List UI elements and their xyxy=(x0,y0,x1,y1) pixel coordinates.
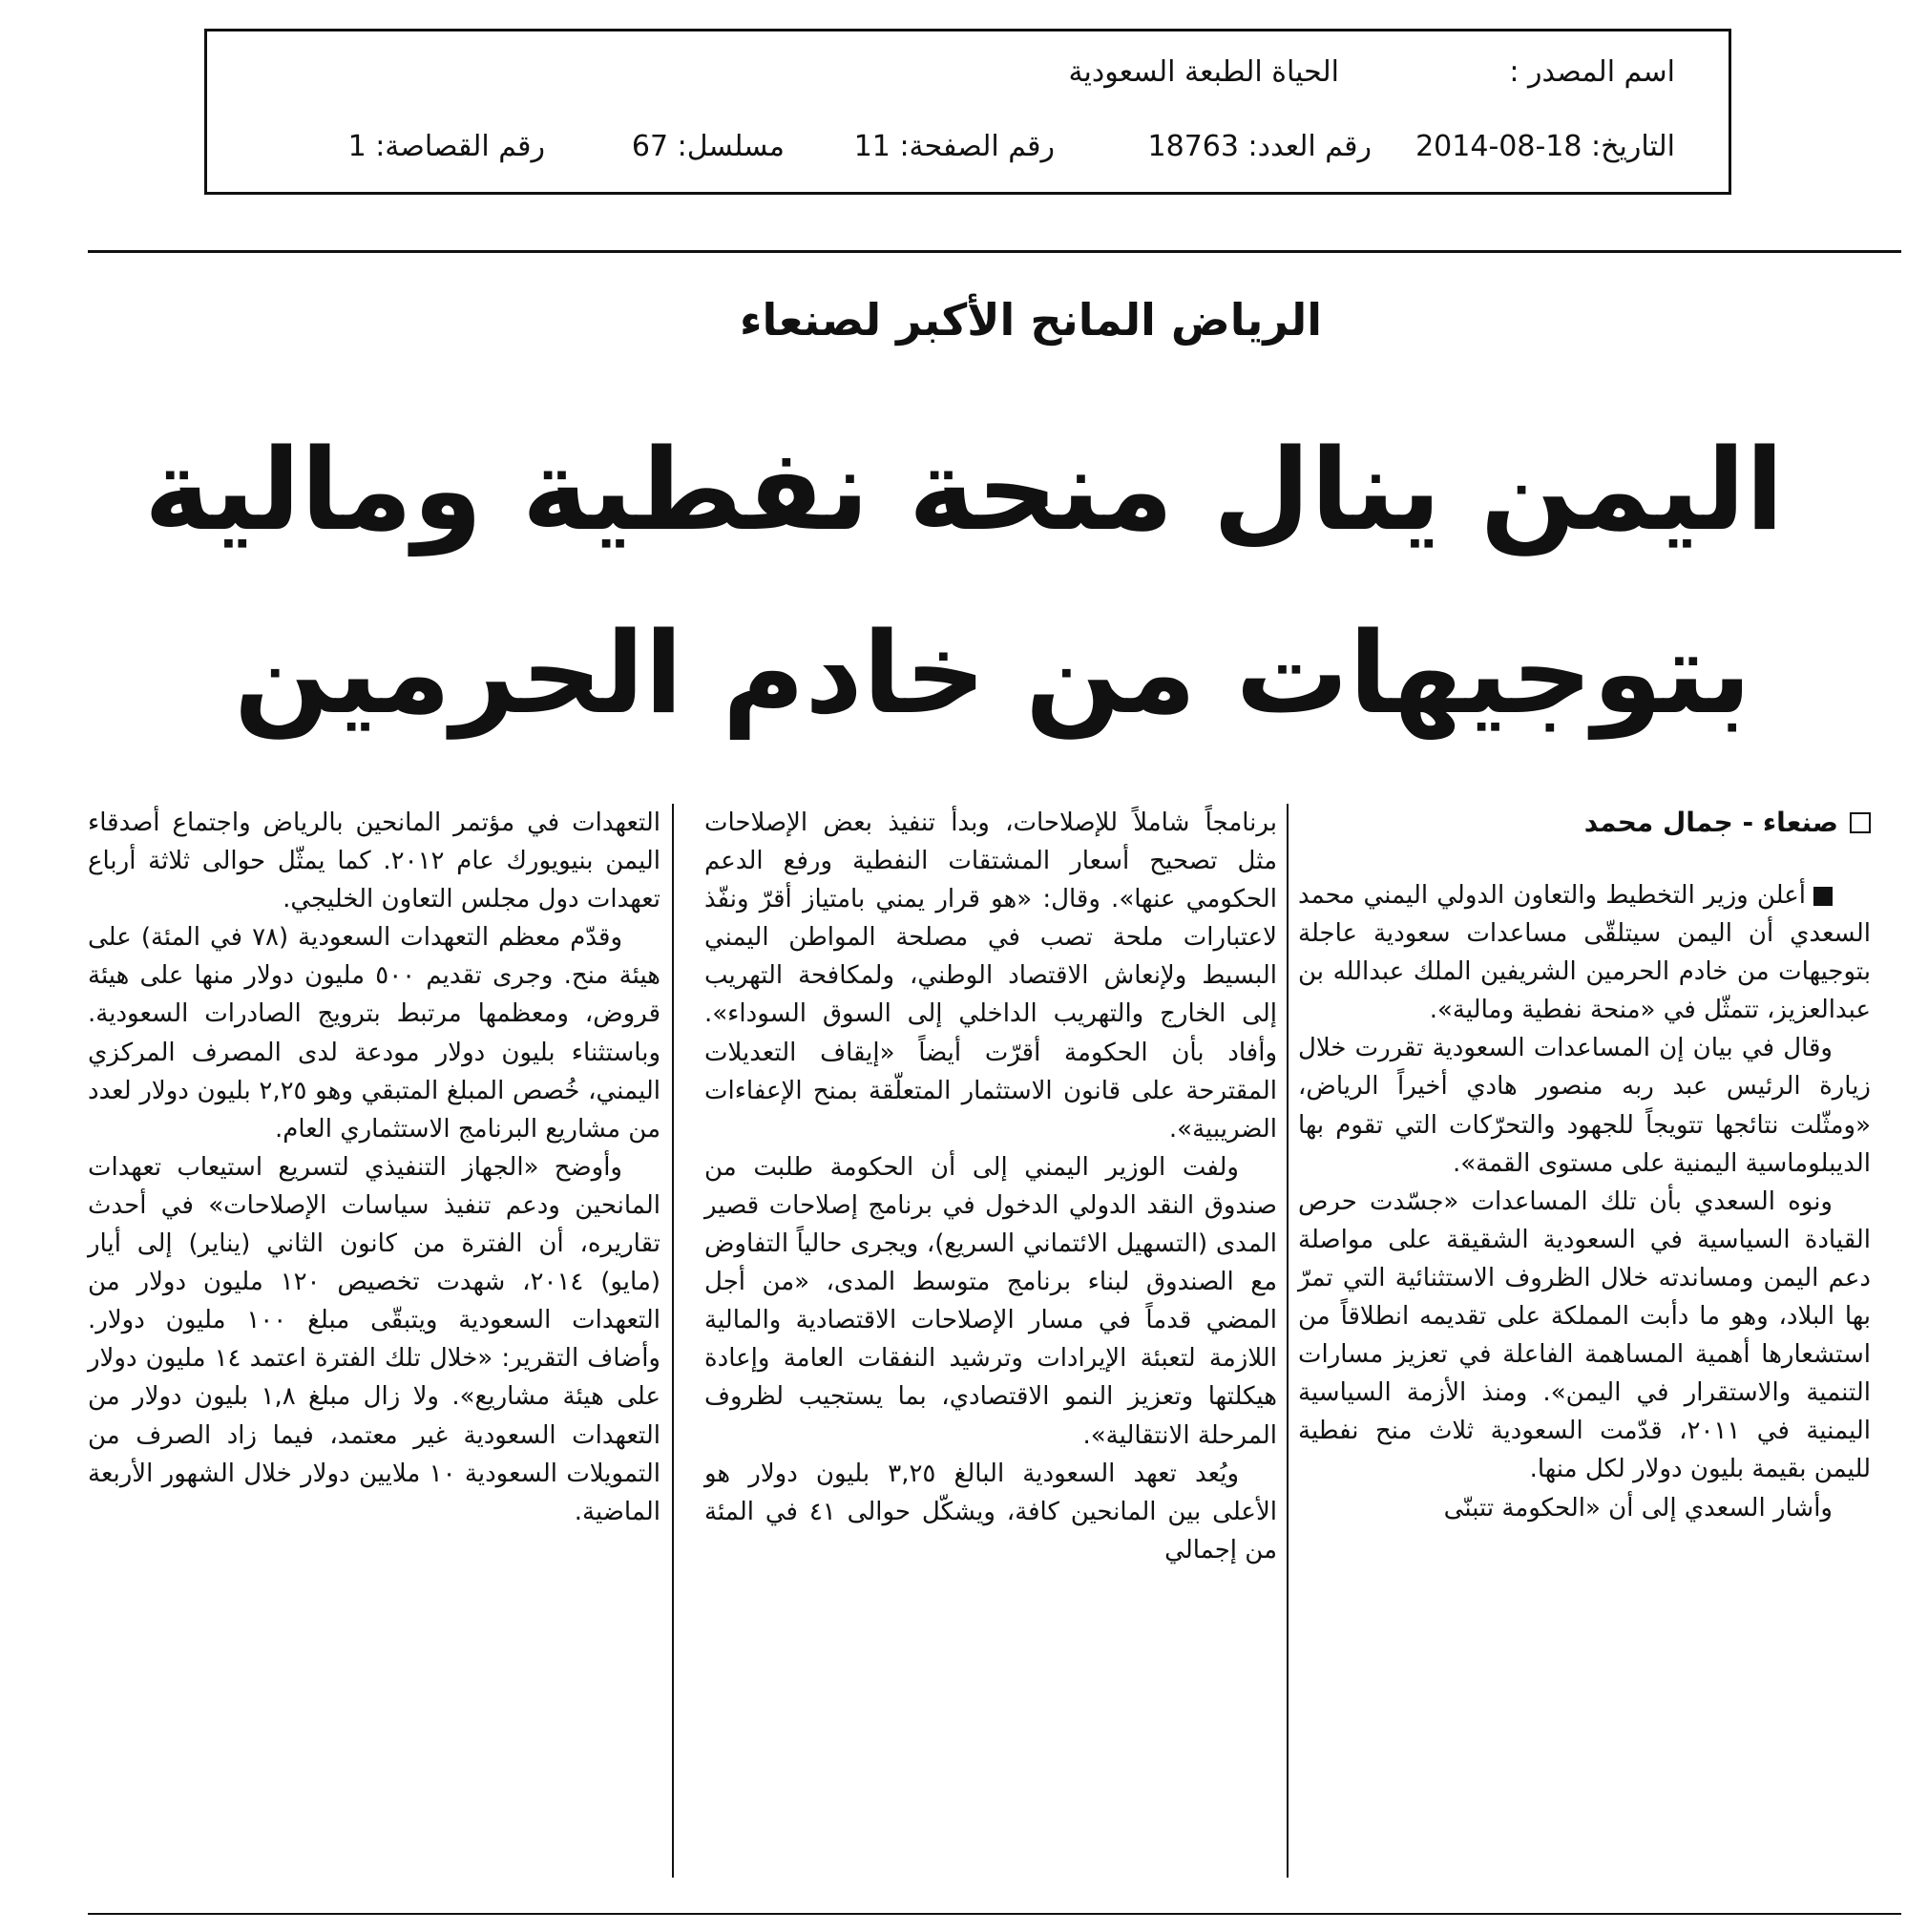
issue-number: رقم العدد: 18763 xyxy=(1147,130,1372,163)
paragraph xyxy=(1298,876,1871,1029)
headline-line-2: بتوجيهات من خادم الحرمين xyxy=(234,607,1751,739)
source-name: الحياة الطبعة السعودية xyxy=(1068,55,1339,89)
paragraph-text: أعلن وزير التخطيط والتعاون الدولي اليمني محمد السعدي أن اليمن سيتلقّى مساعدات سعودية عاجلة بتوجيهات من خادم الحرمين الشريفين الملك عبدالله بن عبدالعزيز، تتمثّل في «منحة نفطية ومالية». xyxy=(1298,881,1871,1025)
clipping-number: رقم القصاصة: 1 xyxy=(347,130,545,163)
paragraph: التعهدات في مؤتمر المانحين بالرياض واجتماع أصدقاء اليمن بنيويورك عام ٢٠١٢. كما يمثّل حوالى ثلاثة أرباع تعهدات دول مجلس التعاون الخليجي. xyxy=(88,808,661,914)
clipping-details-row xyxy=(245,123,1675,171)
serial-number: مسلسل: 67 xyxy=(631,130,785,163)
source-label: اسم المصدر : xyxy=(1509,55,1675,89)
paragraph: وأشار السعدي إلى أن «الحكومة تتبنّى xyxy=(1443,1493,1833,1522)
article-column-left xyxy=(88,804,660,1531)
source-info-box xyxy=(204,29,1731,195)
paragraph: ولفت الوزير اليمني إلى أن الحكومة طلبت من صندوق النقد الدولي الدخول في برنامج إصلاحات قصير المدى (التسهيل الائتماني السريع)، ويجرى حالياً التفاوض مع الصندوق لبناء برنامج متوسط المدى، «من أجل المضي قدماً في مسار الإصلاحات الاقتصادية والمالية اللازمة لتعبئة الإيرادات وترشيد النفقات العامة وإعادة هيكلتها وتعزيز النمو الاقتصادي، بما يستجيب لظروف المرحلة الانتقالية». xyxy=(704,1152,1277,1450)
square-box-icon xyxy=(1850,812,1871,833)
paragraph: برنامجاً شاملاً للإصلاحات، وبدأ تنفيذ بعض الإصلاحات مثل تصحيح أسعار المشتقات النفطية ورفع الدعم الحكومي عنها». وقال: «هو قرار يمني بامتياز أقرّ ونفّذ لاعتبارات ملحة تصب في مصلحة المواطن اليمني البسيط ولإنعاش الاقتصاد الوطني، ولمكافحة التهريب إلى الخارج والتهريب الداخلي إلى السوق السوداء». وأفاد بأن الحكومة أقرّت أيضاً «إيقاف التعديلات المقترحة على قانون الاستثمار المتعلّقة بمنح الإعفاءات الضريبية». xyxy=(704,808,1277,1144)
paragraph: وقال في بيان إن المساعدات السعودية تقررت خلال زيارة الرئيس عبد ربه منصور هادي أخيراً الرياض، «ومثّلت نتائجها تتويجاً للجهود والتحرّكات التي تقوم بها الديبلوماسية اليمنية على مستوى القمة». xyxy=(1298,1034,1871,1178)
paragraph: ونوه السعدي بأن تلك المساعدات «جسّدت حرص القيادة السياسية في السعودية الشقيقة على مواصلة دعم اليمن ومساندته خلال الظروف الاستثنائية التي تمرّ بها البلاد، وهو ما دأبت المملكة على تقديمه انطلاقاً من استشعارها أهمية المساهمة الفاعلة في تعزيز مسارات التنمية والاستقرار في اليمن». ومنذ الأزمة السياسية اليمنية في ٢٠١١، قدّمت السعودية ثلاث منح نفطية لليمن بقيمة بليون دولار لكل منها. xyxy=(1298,1186,1871,1484)
column-divider xyxy=(672,804,674,1878)
top-divider xyxy=(88,250,1901,253)
paragraph: وأوضح «الجهاز التنفيذي لتسريع استيعاب تعهدات المانحين ودعم تنفيذ سياسات الإصلاحات» في أحدث تقاريره، أن الفترة من كانون الثاني (يناير) إلى أيار (مايو) ٢٠١٤، شهدت تخصيص ١٢٠ مليون دولار من التعهدات السعودية ويتبقّى مبلغ ١٠٠ مليون دولار. وأضاف التقرير: «خلال تلك الفترة اعتمد ١٤ مليون دولار على هيئة مشاريع». ولا زال مبلغ ١,٨ بليون دولار من التعهدات السعودية غير معتمد، فيما زاد الصرف من التمويلات السعودية ١٠ ملايين دولار خلال الشهور الأربعة الماضية. xyxy=(88,1152,661,1526)
article-kicker: الرياض المانح الأكبر لصنعاء xyxy=(740,294,1322,346)
byline-text: صنعاء - جمال محمد xyxy=(1583,807,1838,838)
headline-line-1: اليمن ينال منحة نفطية ومالية xyxy=(143,424,1785,556)
byline xyxy=(1298,804,1871,842)
black-square-bullet-icon xyxy=(1813,887,1833,906)
date-field: التاريخ: 18-08-2014 xyxy=(1415,130,1675,163)
source-row xyxy=(245,49,1675,96)
article-column-middle xyxy=(704,804,1277,1569)
column-divider xyxy=(1287,804,1289,1878)
paragraph: ويُعد تعهد السعودية البالغ ٣,٢٥ بليون دولار هو الأعلى بين المانحين كافة، ويشكّل حوالى ٤١ في المئة من إجمالي xyxy=(704,1459,1277,1564)
article-column-right xyxy=(1298,804,1871,1527)
page-number: رقم الصفحة: 11 xyxy=(853,130,1055,163)
bottom-divider xyxy=(88,1913,1901,1915)
paragraph: وقدّم معظم التعهدات السعودية (٧٨ في المئة) على هيئة منح. وجرى تقديم ٥٠٠ مليون دولار منها على هيئة قروض، ومعظمها مرتبط بترويج الصادرات السعودية. وباستثناء بليون دولار مودعة لدى المصرف المركزي اليمني، خُصص المبلغ المتبقي وهو ٢,٢٥ بليون دولار لعدد من مشاريع البرنامج الاستثماري العام. xyxy=(88,923,660,1144)
